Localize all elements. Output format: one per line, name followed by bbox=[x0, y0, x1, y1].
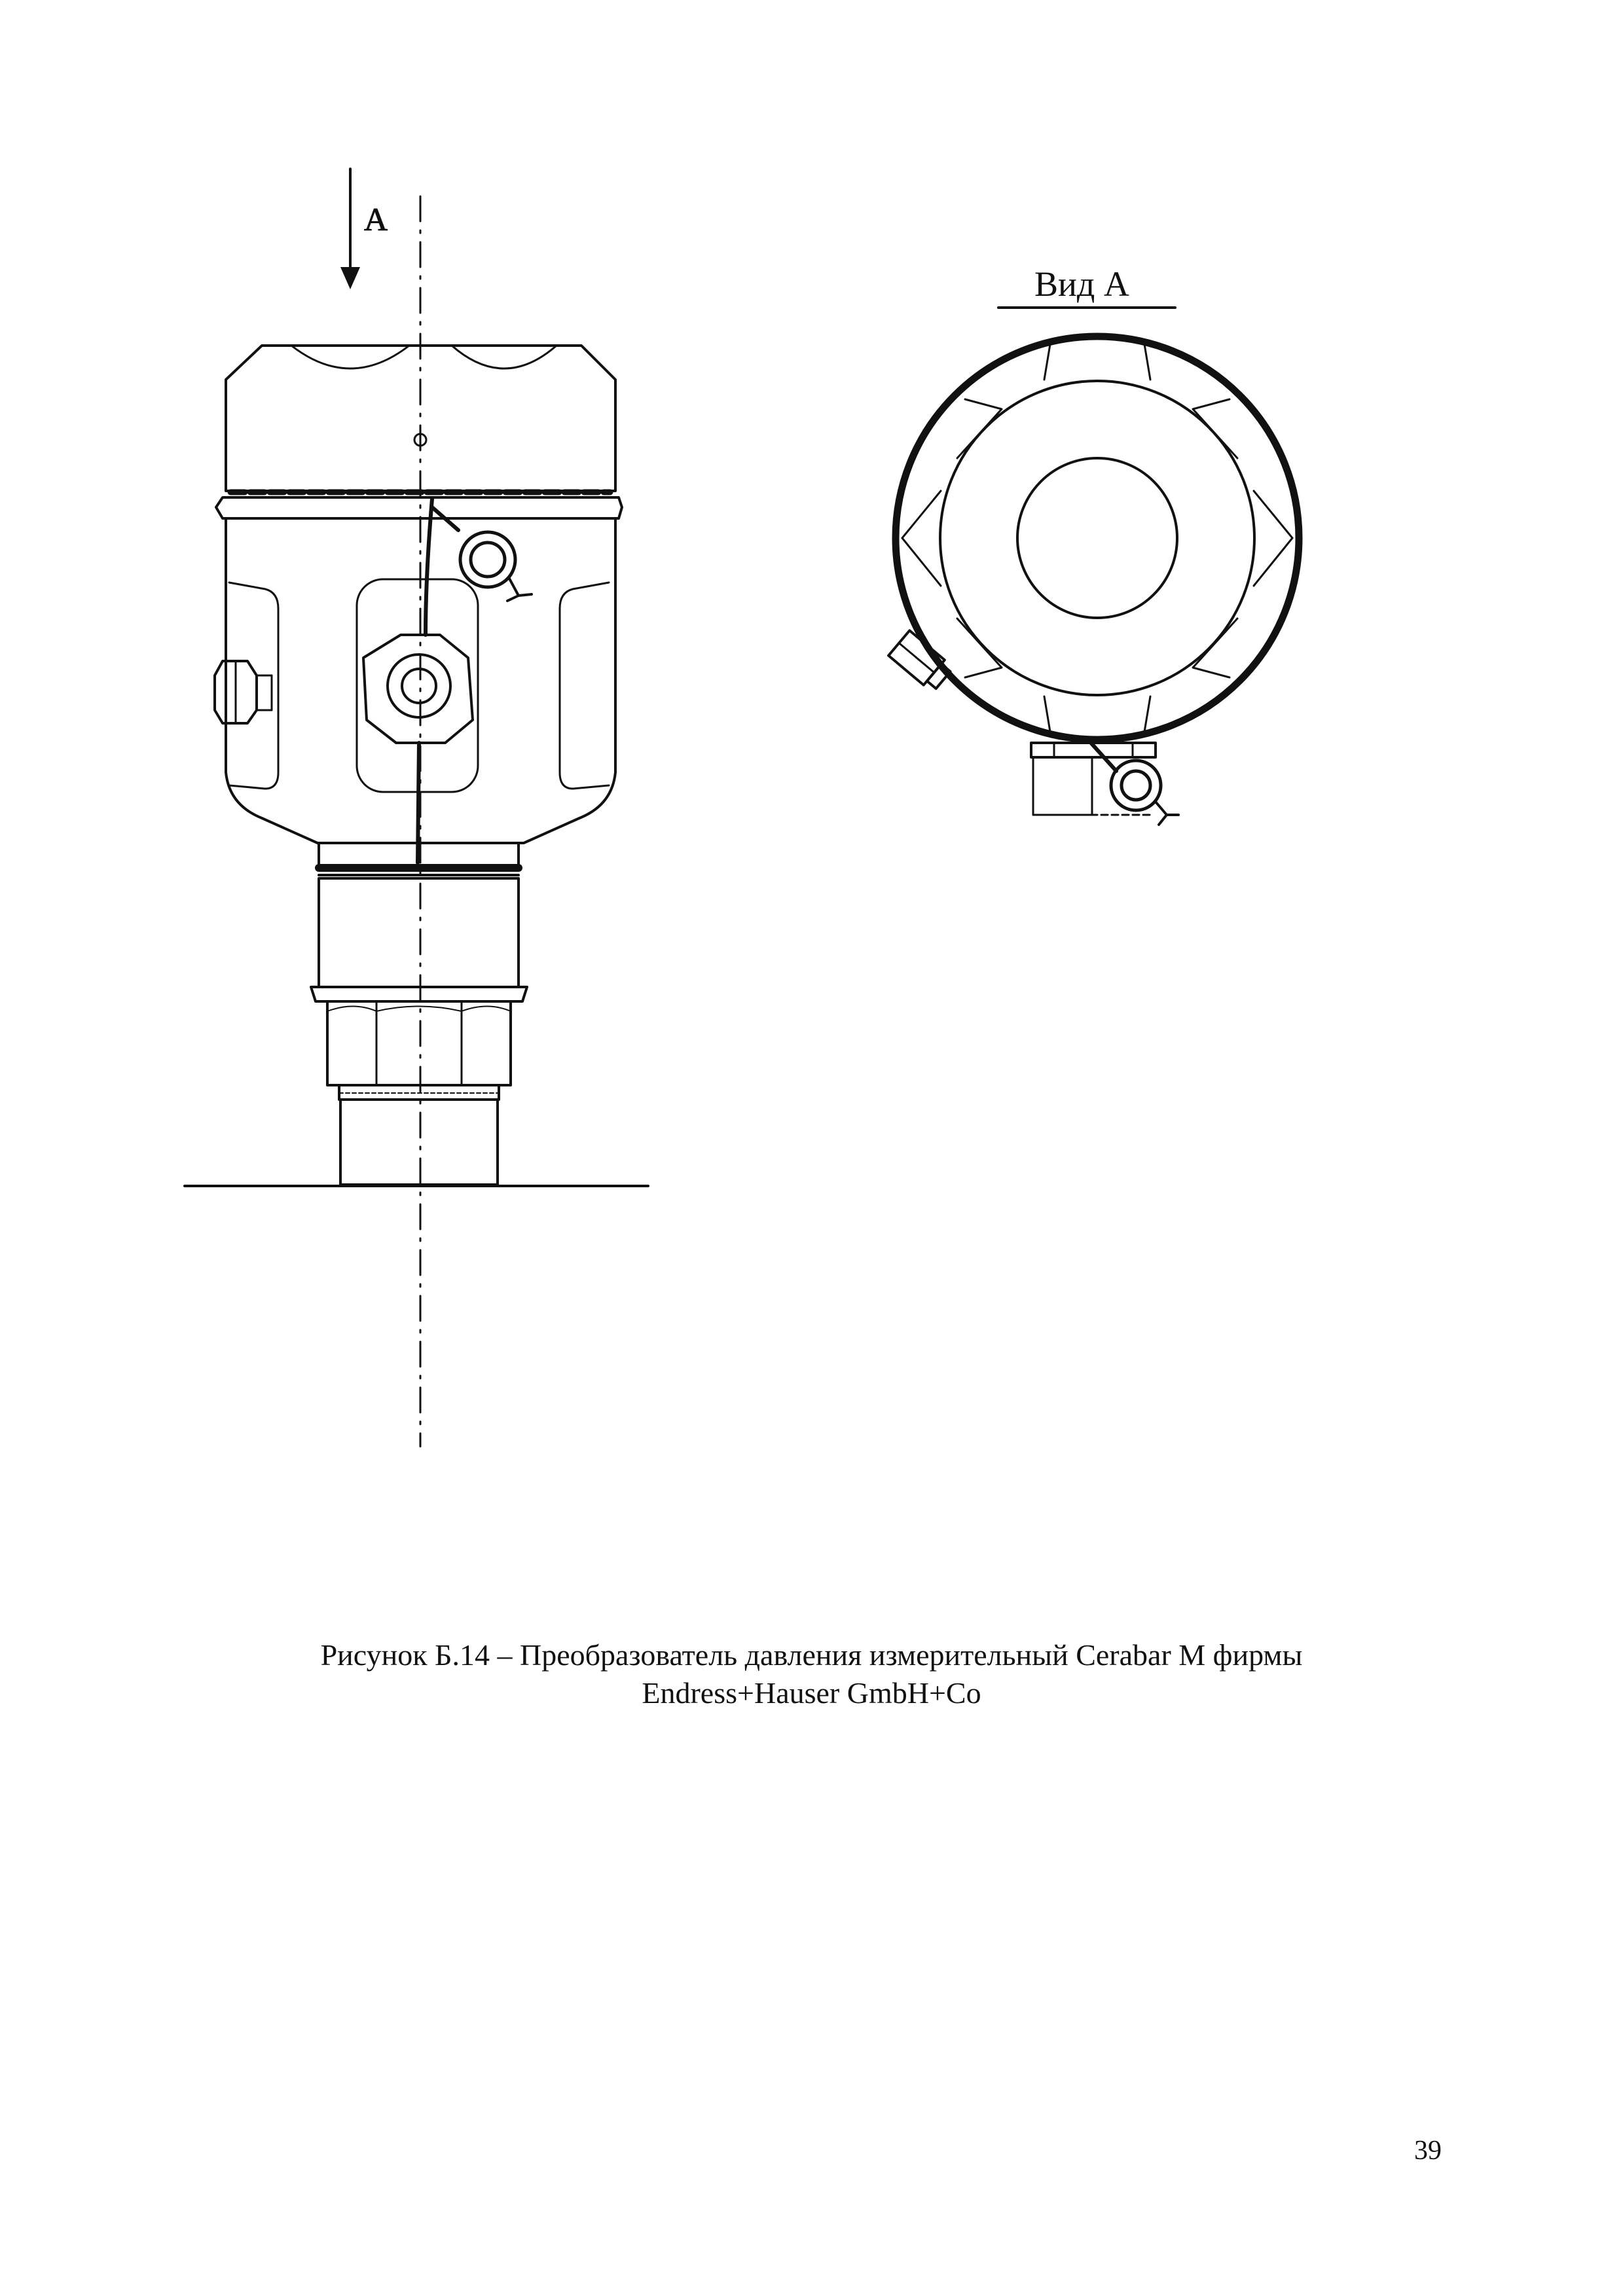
cable-gland bbox=[363, 635, 473, 743]
top-cable-gland bbox=[1031, 743, 1156, 815]
view-direction-arrow bbox=[340, 169, 360, 289]
caption-line-1: Рисунок Б.14 – Преобразователь давления измерительный Cerabar M фирмы bbox=[320, 1638, 1303, 1672]
top-hex-plug bbox=[888, 630, 954, 692]
seal-lead bbox=[460, 532, 532, 601]
view-a bbox=[888, 308, 1299, 825]
adapter bbox=[319, 878, 519, 987]
outer-ring bbox=[896, 336, 1299, 740]
figure-caption bbox=[0, 1636, 1623, 1712]
side-view bbox=[185, 169, 648, 1446]
connector-tube bbox=[340, 1100, 498, 1185]
view-a-label: Вид А bbox=[1034, 264, 1129, 304]
hex-plug bbox=[215, 661, 272, 723]
page-number: 39 bbox=[1414, 2136, 1442, 2166]
hex-nut bbox=[327, 1001, 511, 1085]
housing-flange bbox=[216, 497, 622, 518]
arrow-label: А bbox=[364, 201, 388, 238]
caption-line-2: Endress+Hauser GmbH+Co bbox=[642, 1676, 981, 1710]
